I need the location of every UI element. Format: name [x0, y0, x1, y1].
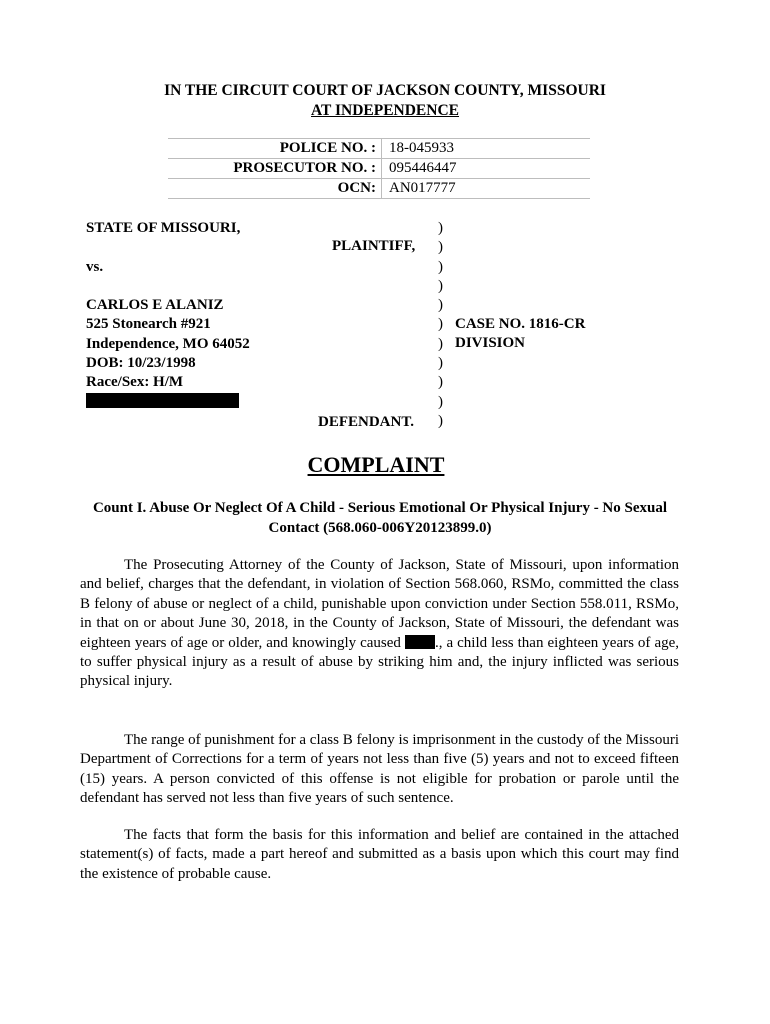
caption-paren: ) — [438, 412, 443, 429]
caption-paren: ) — [438, 239, 443, 256]
defendant-race-sex: Race/Sex: H/M — [86, 374, 184, 391]
caption-paren: ) — [438, 316, 443, 333]
document-title: COMPLAINT — [307, 452, 445, 477]
facts-paragraph — [80, 826, 679, 884]
prosecutor-number-value: 095446447 — [382, 159, 591, 179]
caption-bracket — [438, 219, 443, 431]
police-number-row — [168, 139, 590, 159]
police-number-label: POLICE NO. : — [168, 139, 382, 159]
redaction-bar — [86, 393, 239, 408]
punishment-paragraph — [80, 731, 679, 809]
punishment-text: The range of punishment for a class B felony is imprisonment in the custody of the Missouri Department of Corrections for a term of years not less than five (5) years and not to exceed fifteen (15) years. A person convicted of this offense is not eligible for probation or parole until the defendant has served not less than five years of such sentence. — [80, 732, 679, 807]
court-location: AT INDEPENDENCE — [311, 102, 459, 119]
caption-paren: ) — [438, 393, 443, 410]
court-name: IN THE CIRCUIT COURT OF JACKSON COUNTY, MISSOURI — [164, 82, 606, 99]
charge-text-continued: ., a child less than eighteen years of age, to suffer physical injury as a result of abuse by striking him and, the injury inflicted was serious physical injury. — [80, 634, 680, 690]
defendant-address-street: 525 Stonearch #921 — [86, 316, 211, 333]
case-numbers-table — [168, 138, 590, 199]
caption-paren: ) — [438, 335, 443, 352]
victim-redaction — [405, 635, 435, 649]
charge-text: The Prosecuting Attorney of the County of Jackson, State of Missouri, upon information and belief, charges that the defendant, in violation of Section 568.060, RSMo, committed the class B felony of abuse or neglect of a child, punishable upon conviction under Section 558.011, RSMo, in that on or about June 30, 2018, in the County of Jackson, State of Missouri, the defendant was eighteen years of age or older, and knowingly caused — [80, 557, 679, 651]
prosecutor-number-label: PROSECUTOR NO. : — [168, 159, 382, 179]
defendant-name: CARLOS E ALANIZ — [86, 297, 224, 314]
case-number: CASE NO. 1816-CR — [455, 316, 586, 332]
plaintiff-name: STATE OF MISSOURI, — [86, 220, 241, 236]
ocn-value: AN017777 — [382, 179, 591, 199]
case-info — [455, 315, 585, 354]
division-label: DIVISION — [455, 335, 526, 352]
caption-paren: ) — [438, 374, 443, 391]
case-caption-parties — [86, 219, 250, 412]
ocn-label: OCN: — [168, 179, 382, 199]
caption-paren: ) — [438, 297, 443, 314]
caption-paren: ) — [438, 355, 443, 372]
caption-paren: ) — [438, 277, 443, 294]
caption-paren: ) — [438, 258, 443, 275]
facts-text: The facts that form the basis for this information and belief are contained in the attached statement(s) of facts, made a part hereof and submitted as a basis upon which this court may find the existence of probable cause. — [80, 827, 679, 882]
caption-paren: ) — [438, 220, 443, 236]
count-heading: Count I. Abuse Or Neglect Of A Child - Serious Emotional Or Physical Injury - No Sexual Contact (568.060-006Y20123899.0) — [92, 500, 668, 536]
plaintiff-label: PLAINTIFF, — [332, 238, 416, 254]
ocn-row — [168, 179, 590, 199]
charge-paragraph — [80, 556, 679, 692]
defendant-dob: DOB: 10/23/1998 — [86, 355, 196, 372]
police-number-value: 18-045933 — [382, 139, 591, 159]
defendant-label: DEFENDANT. — [318, 414, 414, 430]
defendant-address-city: Independence, MO 64052 — [86, 335, 250, 352]
prosecutor-number-row — [168, 159, 590, 179]
versus-text: vs. — [86, 258, 104, 275]
